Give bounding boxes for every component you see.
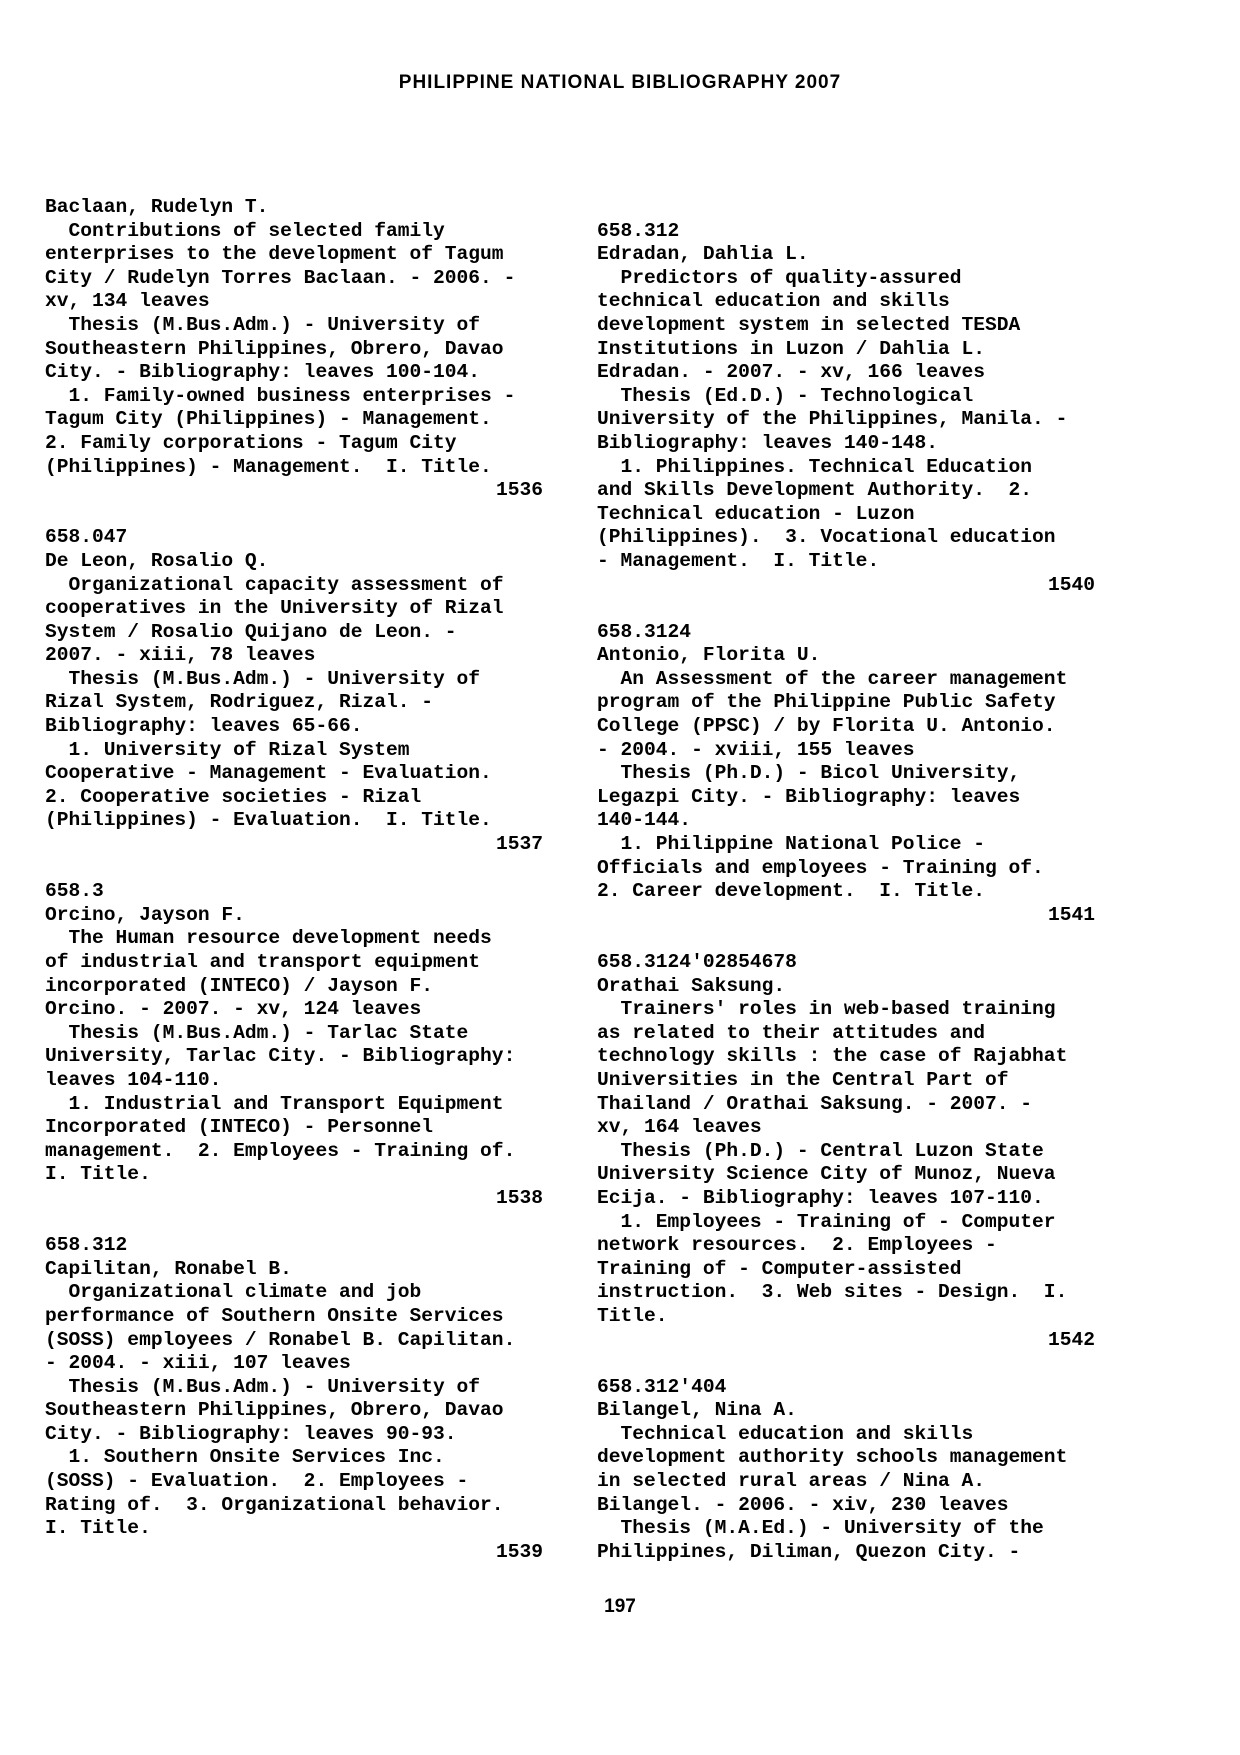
entry-line: City. - Bibliography: leaves 100-104. bbox=[45, 361, 481, 384]
entry-line: Contributions of selected family bbox=[45, 219, 445, 242]
entry-line: Bibliography: leaves 140-148. bbox=[597, 431, 938, 454]
entry-line: Philippines, Diliman, Quezon City. - bbox=[597, 1540, 1021, 1563]
entry-line: Officials and employees - Training of. bbox=[597, 856, 1044, 879]
entry-line: technical education and skills bbox=[597, 290, 950, 313]
entry-line: University Science City of Munoz, Nueva bbox=[597, 1163, 1056, 1186]
entry-line: Trainers' roles in web-based training bbox=[597, 998, 1056, 1021]
entry-line: City / Rudelyn Torres Baclaan. - 2006. - bbox=[45, 266, 516, 289]
entry-line: 658.312 bbox=[597, 219, 680, 242]
entry-line: and Skills Development Authority. 2. bbox=[597, 479, 1033, 502]
entry-line: Technical education and skills bbox=[597, 1422, 974, 1445]
entry-line: development authority schools management bbox=[597, 1446, 1068, 1469]
entry-line: I. Title. bbox=[45, 1163, 151, 1186]
entry-line: Capilitan, Ronabel B. bbox=[45, 1257, 292, 1280]
entry-line: City. - Bibliography: leaves 90-93. bbox=[45, 1422, 457, 1445]
entry-line: Thesis (M.Bus.Adm.) - University of bbox=[45, 667, 481, 690]
entry-line: management. 2. Employees - Training of. bbox=[45, 1139, 516, 1162]
entry-number: 1542 bbox=[1047, 1328, 1095, 1351]
entry-line: 1. University of Rizal System bbox=[45, 738, 410, 761]
entry-line: enterprises to the development of Tagum bbox=[45, 243, 504, 266]
entry-line: xv, 134 leaves bbox=[45, 290, 210, 313]
bibliography-entry bbox=[45, 880, 543, 1210]
entry-line: College (PPSC) / by Florita U. Antonio. bbox=[597, 715, 1056, 738]
entry-line: 2. Career development. I. Title. bbox=[597, 880, 986, 903]
entry-number: 1540 bbox=[1047, 573, 1095, 596]
entry-line: 2. Family corporations - Tagum City bbox=[45, 431, 457, 454]
entry-line: program of the Philippine Public Safety bbox=[597, 691, 1056, 714]
entry-line: Rating of. 3. Organizational behavior. bbox=[45, 1493, 504, 1516]
entry-line: in selected rural areas / Nina A. bbox=[597, 1470, 986, 1493]
entry-line: (Philippines) - Management. I. Title. bbox=[45, 455, 492, 478]
entry-line: Bilangel. - 2006. - xiv, 230 leaves bbox=[597, 1493, 1009, 1516]
entry-line: incorporated (INTECO) / Jayson F. bbox=[45, 974, 434, 997]
entry-line: Training of - Computer-assisted bbox=[597, 1257, 962, 1280]
entry-line: 658.312 bbox=[45, 1234, 128, 1257]
entry-line: development system in selected TESDA bbox=[597, 313, 1021, 336]
entry-line: Organizational climate and job bbox=[45, 1281, 422, 1304]
entry-line: Organizational capacity assessment of bbox=[45, 573, 504, 596]
entry-line: Bilangel, Nina A. bbox=[597, 1399, 797, 1422]
entry-line: Thesis (Ph.D.) - Central Luzon State bbox=[597, 1139, 1044, 1162]
entry-number: 1538 bbox=[495, 1186, 543, 1209]
entry-line: Thesis (M.A.Ed.) - University of the bbox=[597, 1517, 1044, 1540]
entry-line: Ecija. - Bibliography: leaves 107-110. bbox=[597, 1186, 1044, 1209]
entry-line: Antonio, Florita U. bbox=[597, 644, 821, 667]
entry-line: 2. Cooperative societies - Rizal bbox=[45, 785, 422, 808]
bibliography-entry bbox=[45, 1234, 543, 1564]
entry-line: instruction. 3. Web sites - Design. I. bbox=[597, 1281, 1068, 1304]
entry-line: Thesis (M.Bus.Adm.) - Tarlac State bbox=[45, 1021, 469, 1044]
entry-line: 2007. - xiii, 78 leaves bbox=[45, 644, 316, 667]
entry-line: Technical education - Luzon bbox=[597, 502, 915, 525]
entry-line: (SOSS) employees / Ronabel B. Capilitan. bbox=[45, 1328, 516, 1351]
entry-line: 1. Philippines. Technical Education bbox=[597, 455, 1033, 478]
entry-line: network resources. 2. Employees - bbox=[597, 1234, 997, 1257]
entry-line: performance of Southern Onsite Services bbox=[45, 1304, 504, 1327]
entry-line: 1. Employees - Training of - Computer bbox=[597, 1210, 1056, 1233]
entry-line: The Human resource development needs bbox=[45, 927, 492, 950]
entry-line: Orcino, Jayson F. bbox=[45, 903, 245, 926]
entry-line: De Leon, Rosalio Q. bbox=[45, 549, 269, 572]
entry-line: Predictors of quality-assured bbox=[597, 266, 962, 289]
entry-line: technology skills : the case of Rajabhat bbox=[597, 1045, 1068, 1068]
entry-line: 1. Family-owned business enterprises - bbox=[45, 384, 516, 407]
entry-line: (Philippines). 3. Vocational education bbox=[597, 526, 1056, 549]
entry-line: Thesis (Ph.D.) - Bicol University, bbox=[597, 762, 1021, 785]
entry-line: 658.3124'02854678 bbox=[597, 951, 797, 973]
entry-line: Incorporated (INTECO) - Personnel bbox=[45, 1116, 434, 1139]
entry-line: 658.047 bbox=[45, 526, 128, 549]
entry-line: Southeastern Philippines, Obrero, Davao bbox=[45, 337, 504, 360]
entry-line: xv, 164 leaves bbox=[597, 1116, 762, 1139]
entry-line: 1. Southern Onsite Services Inc. bbox=[45, 1446, 445, 1469]
entry-line: Edradan. - 2007. - xv, 166 leaves bbox=[597, 361, 986, 384]
entry-line: cooperatives in the University of Rizal bbox=[45, 597, 504, 620]
entry-line: Universities in the Central Part of bbox=[597, 1068, 1009, 1091]
entry-line: System / Rosalio Quijano de Leon. - bbox=[45, 620, 457, 643]
entry-line: 1. Industrial and Transport Equipment bbox=[45, 1092, 504, 1115]
entry-line: Thailand / Orathai Saksung. - 2007. - bbox=[597, 1092, 1033, 1115]
page-header: PHILIPPINE NATIONAL BIBLIOGRAPHY 2007 bbox=[398, 72, 842, 93]
entry-line: Edradan, Dahlia L. bbox=[597, 243, 809, 266]
entry-line: Thesis (Ed.D.) - Technological bbox=[597, 384, 974, 407]
right-column bbox=[597, 220, 1095, 1588]
entry-line: 140-144. bbox=[597, 809, 692, 832]
page-number: 197 bbox=[604, 1596, 636, 1617]
entry-line: University of the Philippines, Manila. - bbox=[597, 408, 1068, 431]
entry-line: Institutions in Luzon / Dahlia L. bbox=[597, 337, 986, 360]
entry-line: - 2004. - xviii, 155 leaves bbox=[597, 738, 915, 761]
entry-line: Thesis (M.Bus.Adm.) - University of bbox=[45, 313, 481, 336]
entry-line: - 2004. - xiii, 107 leaves bbox=[45, 1352, 351, 1375]
entry-line: I. Title. bbox=[45, 1517, 151, 1540]
entry-number: 1539 bbox=[495, 1540, 543, 1563]
entry-line: Orathai Saksung. bbox=[597, 974, 786, 997]
entry-number: 1537 bbox=[495, 833, 543, 856]
bibliography-entry bbox=[45, 196, 543, 503]
bibliography-entry bbox=[597, 220, 1095, 598]
bibliography-entry bbox=[597, 621, 1095, 928]
bibliography-entry bbox=[597, 1376, 1095, 1565]
entry-line: Bibliography: leaves 65-66. bbox=[45, 715, 363, 738]
entry-line: Cooperative - Management - Evaluation. bbox=[45, 762, 492, 785]
bibliography-entry bbox=[597, 951, 1095, 1352]
entry-line: Baclaan, Rudelyn T. bbox=[45, 196, 269, 218]
entry-line: of industrial and transport equipment bbox=[45, 951, 481, 973]
entry-line: An Assessment of the career management bbox=[597, 667, 1068, 690]
entry-line: Title. bbox=[597, 1304, 668, 1327]
entry-line: University, Tarlac City. - Bibliography: bbox=[45, 1045, 516, 1068]
bibliography-entry bbox=[45, 526, 543, 856]
entry-line: Legazpi City. - Bibliography: leaves bbox=[597, 785, 1021, 808]
entry-number: 1536 bbox=[495, 479, 543, 502]
entry-line: Thesis (M.Bus.Adm.) - University of bbox=[45, 1375, 481, 1398]
entry-line: Tagum City (Philippines) - Management. bbox=[45, 408, 492, 431]
entry-line: (SOSS) - Evaluation. 2. Employees - bbox=[45, 1470, 469, 1493]
left-column bbox=[45, 196, 543, 1588]
entry-line: 658.3 bbox=[45, 880, 104, 903]
entry-line: (Philippines) - Evaluation. I. Title. bbox=[45, 809, 492, 832]
entry-line: - Management. I. Title. bbox=[597, 549, 880, 572]
entry-line: Rizal System, Rodriguez, Rizal. - bbox=[45, 691, 434, 714]
entry-line: 658.312'404 bbox=[597, 1375, 727, 1398]
entry-line: Southeastern Philippines, Obrero, Davao bbox=[45, 1399, 504, 1422]
entry-line: Orcino. - 2007. - xv, 124 leaves bbox=[45, 998, 422, 1021]
entry-number: 1541 bbox=[1047, 903, 1095, 926]
entry-line: 1. Philippine National Police - bbox=[597, 833, 986, 856]
entry-line: 658.3124 bbox=[597, 620, 692, 643]
entry-line: leaves 104-110. bbox=[45, 1068, 222, 1091]
entry-line: as related to their attitudes and bbox=[597, 1021, 986, 1044]
